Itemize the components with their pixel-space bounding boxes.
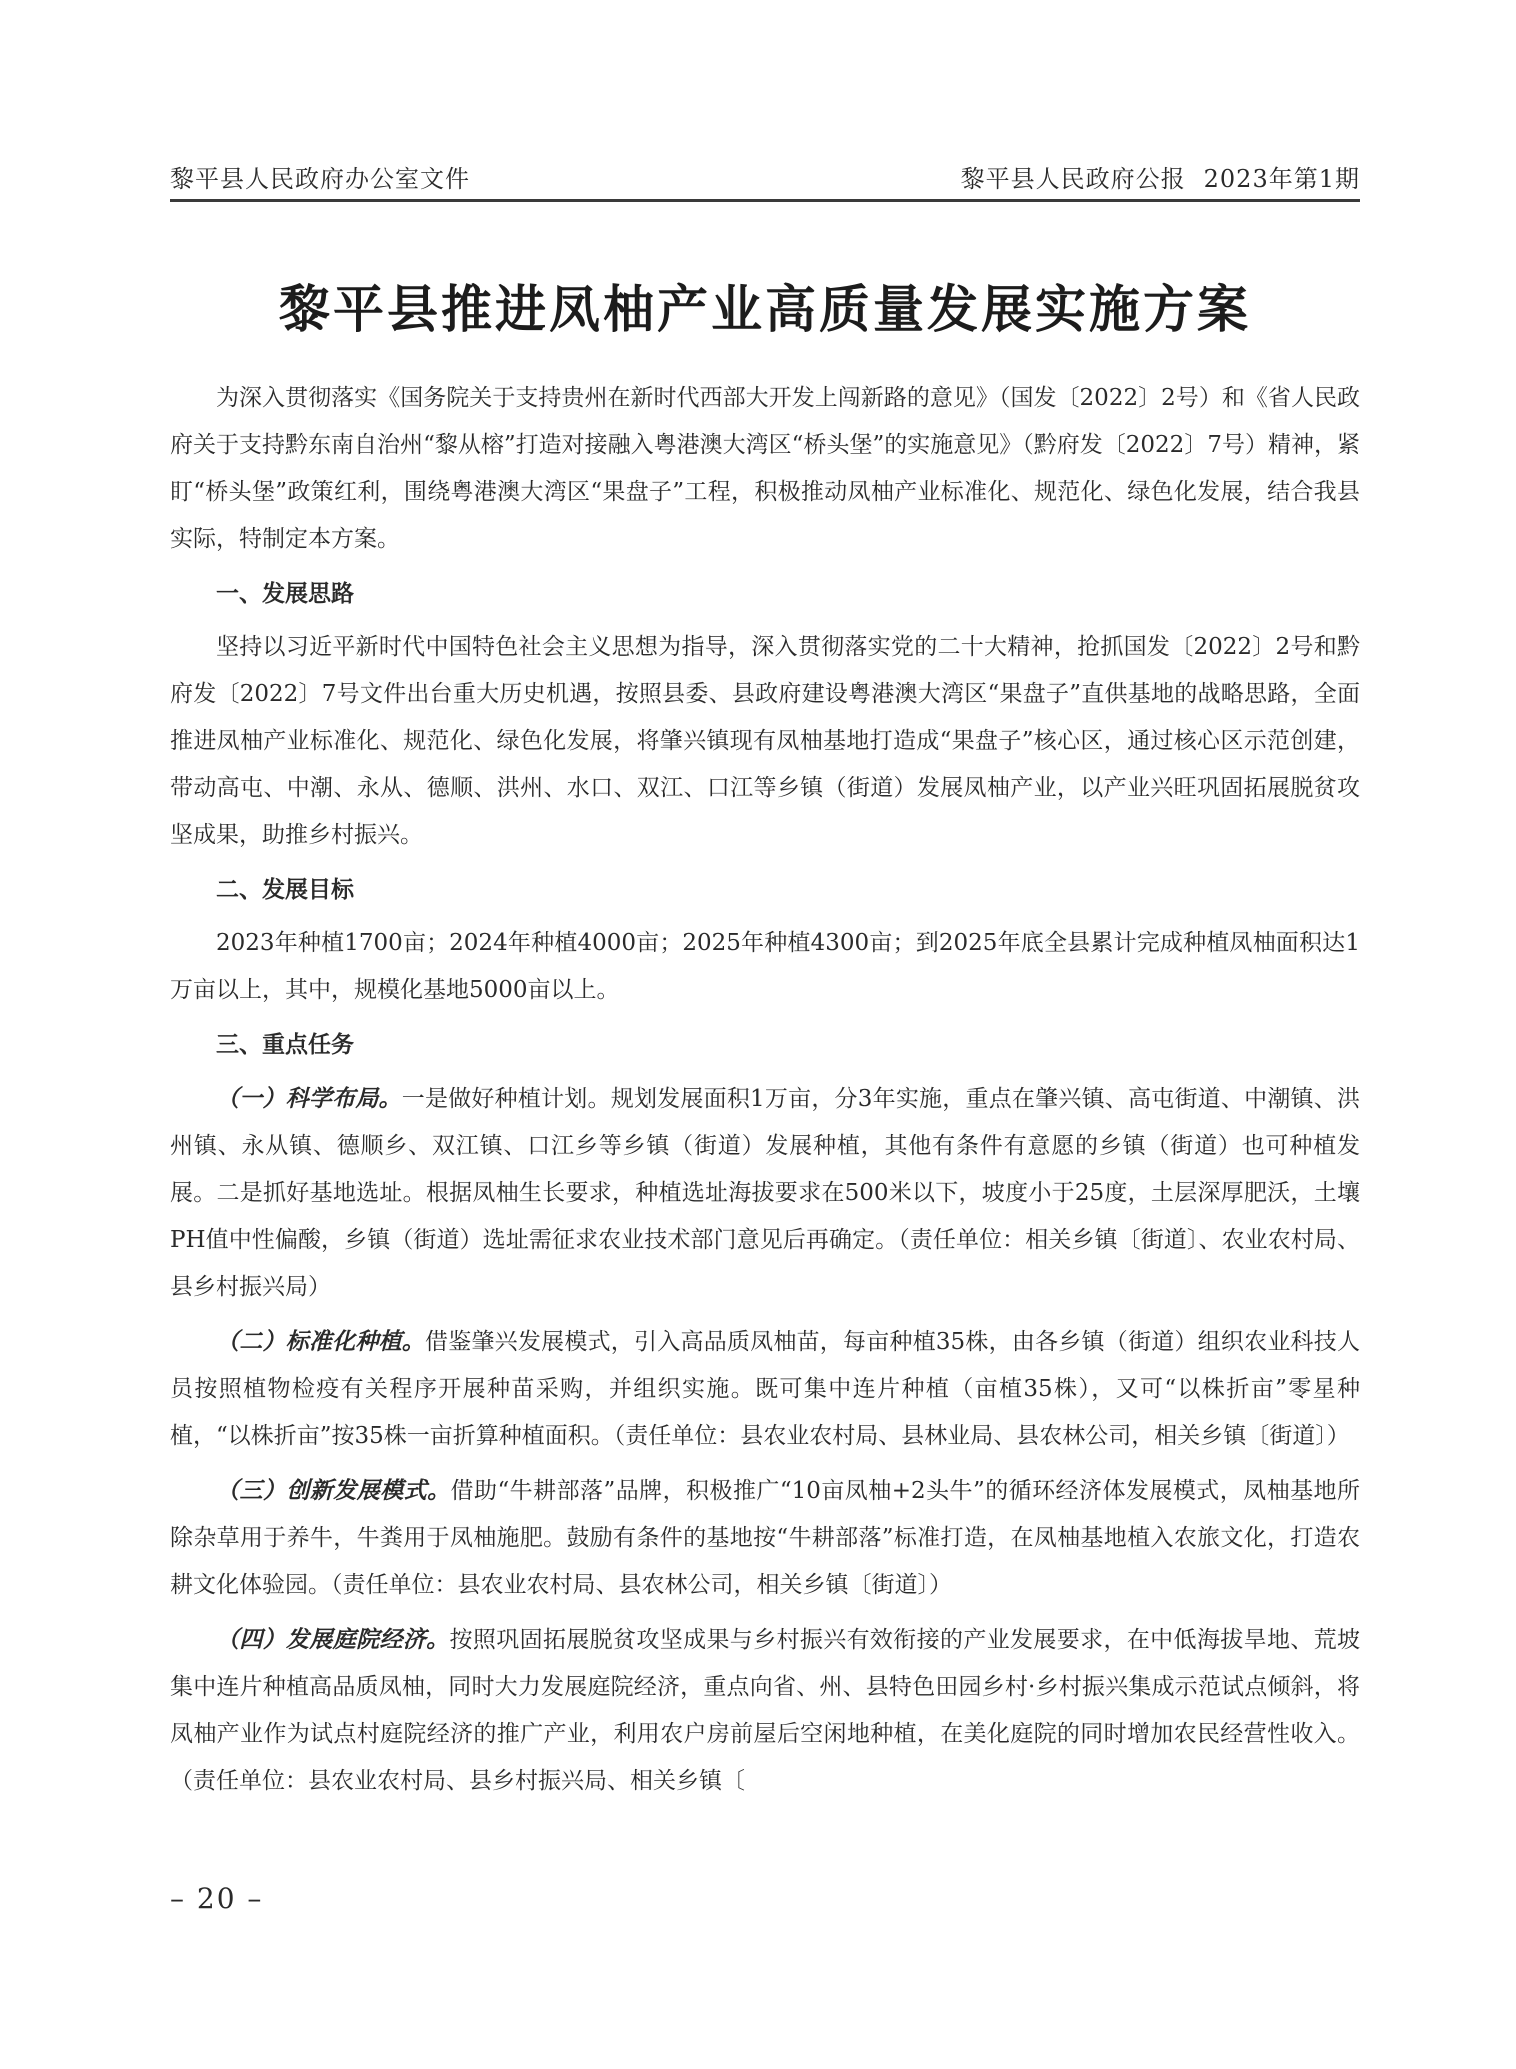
section-1-paragraph: 坚持以习近平新时代中国特色社会主义思想为指导，深入贯彻落实党的二十大精神，抢抓国发〔2022〕2号和黔府发〔2022〕7号文件出台重大历史机遇，按照县委、县政府建设粤港澳大湾区“果盘子”直供基地的战略思路，全面推进凤柚产业标准化、规范化、绿色化发展，将肇兴镇现有凤柚基地打造成“果盘子”核心区，通过核心区示范创建，带动高屯、中潮、永从、德顺、洪州、水口、双江、口江等乡镇（街道）发展凤柚产业，以产业兴旺巩固拓展脱贫攻坚成果，助推乡村振兴。 bbox=[170, 634, 1360, 848]
task-lead-1: （一）科学布局。 bbox=[216, 1085, 402, 1112]
header-publication-name: 黎平县人民政府公报 bbox=[960, 165, 1186, 193]
task-text-4: 按照巩固拓展脱贫攻坚成果与乡村振兴有效衔接的产业发展要求，在中低海拔旱地、荒坡集中连片种植高品质凤柚，同时大力发展庭院经济，重点向省、州、县特色田园乡村·乡村振兴集成示范试点倾斜，将凤柚产业作为试点村庭院经济的推广产业，利用农户房前屋后空闲地种植，在美化庭院的同时增加农民经营性收入。（责任单位：县农业农村局、县乡村振兴局、相关乡镇〔 bbox=[170, 1627, 1361, 1794]
task-paragraph-4 bbox=[170, 1616, 1360, 1805]
page-header bbox=[170, 155, 1360, 202]
task-paragraph-3 bbox=[170, 1467, 1360, 1609]
section-heading-3: 三、重点任务 bbox=[216, 1031, 354, 1058]
task-lead-3: （三）创新发展模式。 bbox=[216, 1477, 451, 1504]
header-publication-info bbox=[943, 159, 1360, 194]
section-heading-1: 一、发展思路 bbox=[216, 580, 354, 607]
document-title: 黎平县推进凤柚产业高质量发展实施方案 bbox=[278, 280, 1251, 340]
task-lead-4: （四）发展庭院经济。 bbox=[216, 1626, 450, 1653]
document-body bbox=[170, 375, 1360, 1812]
header-office-name: 黎平县人民政府办公室文件 bbox=[170, 165, 470, 193]
task-paragraph-1 bbox=[170, 1075, 1360, 1311]
task-text-2: 借鉴肇兴发展模式，引入高品质凤柚苗，每亩种植35株，由各乡镇（街道）组织农业科技人员按照植物检疫有关程序开展种苗采购，并组织实施。既可集中连片种植（亩植35株），又可“以株折亩”零星种植，“以株折亩”按35株一亩折算种植面积。（责任单位：县农业农村局、县林业局、县农林公司，相关乡镇〔街道〕） bbox=[170, 1329, 1360, 1449]
task-lead-2: （二）标准化种植。 bbox=[216, 1328, 426, 1355]
task-text-1: 一是做好种植计划。规划发展面积1万亩，分3年实施，重点在肇兴镇、高屯街道、中潮镇、洪州镇、永从镇、德顺乡、双江镇、口江乡等乡镇（街道）发展种植，其他有条件有意愿的乡镇（街道）也可种植发展。二是抓好基地选址。根据凤柚生长要求，种植选址海拔要求在500米以下，坡度小于25度，土层深厚肥沃，土壤PH值中性偏酸，乡镇（街道）选址需征求农业技术部门意见后再确定。（责任单位：相关乡镇〔街道〕、农业农村局、县乡村振兴局） bbox=[170, 1086, 1360, 1300]
section-heading-2: 二、发展目标 bbox=[216, 876, 354, 903]
task-paragraph-2 bbox=[170, 1318, 1360, 1460]
intro-paragraph: 为深入贯彻落实《国务院关于支持贵州在新时代西部大开发上闯新路的意见》（国发〔2022〕2号）和《省人民政府关于支持黔东南自治州“黎从榕”打造对接融入粤港澳大湾区“桥头堡”的实施意见》（黔府发〔2022〕7号）精神，紧盯“桥头堡”政策红利，围绕粤港澳大湾区“果盘子”工程，积极推动凤柚产业标准化、规范化、绿色化发展，结合我县实际，特制定本方案。 bbox=[170, 385, 1360, 552]
task-text-3: 借助“牛耕部落”品牌，积极推广“10亩凤柚+2头牛”的循环经济体发展模式，凤柚基地所除杂草用于养牛，牛粪用于凤柚施肥。鼓励有条件的基地按“牛耕部落”标准打造，在凤柚基地植入农旅文化，打造农耕文化体验园。（责任单位：县农业农村局、县农林公司，相关乡镇〔街道〕） bbox=[170, 1478, 1360, 1598]
section-2-paragraph: 2023年种植1700亩；2024年种植4000亩；2025年种植4300亩；到2025年底全县累计完成种植凤柚面积达1万亩以上，其中，规模化基地5000亩以上。 bbox=[170, 930, 1360, 1003]
header-issue: 2023年第1期 bbox=[1203, 165, 1360, 193]
page-number: – 20 – bbox=[170, 1882, 264, 1915]
